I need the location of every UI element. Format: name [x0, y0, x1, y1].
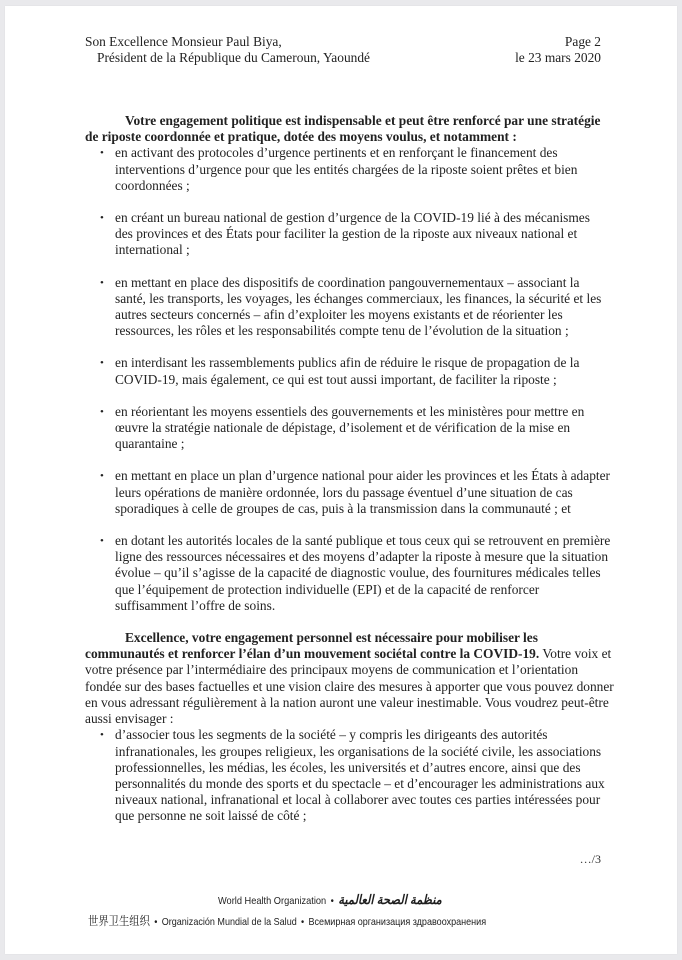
- list-item-text: en activant des protocoles d’urgence pertinents et en renforçant le financement des interventions d’urgence pour que les entités chargées de la riposte soient prêtes et bien coordonnées ;: [115, 145, 578, 193]
- footer-row-2: [88, 912, 486, 929]
- recipient-name: Son Excellence Monsieur Paul Biya,: [85, 34, 282, 49]
- footer-row-1: [218, 892, 442, 908]
- engagement-paragraph: [85, 630, 615, 727]
- separator-dot-icon: •: [154, 916, 158, 928]
- footer-name-en: World Health Organization: [218, 895, 327, 907]
- considerations-list: [85, 727, 615, 824]
- bullet-icon: •: [100, 357, 104, 370]
- recipient-block: [85, 34, 370, 66]
- list-item-text: en dotant les autorités locales de la santé publique et tous ceux qui se retrouvent en première ligne des ressources nécessaires et des moyens d’adapter la riposte à mesure que la situation évolue – qu’il s’agisse de la capacité de diagnostic voulue, des fournitures médicales telles que l’équipement de protection individuelle (EPI) et de la capacité de renforcer suffisamment l’offre de soins.: [115, 533, 611, 613]
- list-item: [85, 404, 615, 453]
- list-item-text: en interdisant les rassemblements publics afin de réduire le risque de propagation de la COVID-19, mais également, ce qui est tout aussi important, de faciliter la riposte ;: [115, 355, 580, 387]
- list-item: [85, 727, 615, 824]
- list-item: [85, 210, 615, 259]
- list-item: [85, 533, 615, 614]
- footer-name-es: Organización Mundial de la Salud: [161, 916, 297, 928]
- separator-dot-icon: •: [301, 916, 305, 928]
- page-info-block: [515, 34, 601, 66]
- document-page: [5, 6, 677, 954]
- bullet-icon: •: [100, 535, 104, 548]
- list-item: [85, 468, 615, 517]
- list-item-text: en mettant en place un plan d’urgence national pour aider les provinces et les États à adapter leurs opérations de manière ordonnée, lors du passage éventuel d’une situation de cas sporadiques à celle de groupes de cas, puis à la transmission dans la communauté ; et: [115, 468, 611, 516]
- bullet-icon: •: [100, 729, 104, 742]
- list-item: [85, 355, 615, 387]
- list-item: [85, 145, 615, 194]
- list-item: [85, 275, 615, 340]
- footer-name-ru: Всемирная организация здравоохранения: [308, 916, 487, 928]
- recipient-title: Président de la République du Cameroun, Yaoundé: [97, 50, 370, 65]
- bullet-icon: •: [100, 405, 104, 418]
- engagement-regular-text: Votre voix et votre présence par l’intermédiaire des principaux moyens de communication et l’orientation fondée sur des bases factuelles et une vision claire des mesures à apporter que vous pouvez donner en vous adressant régulièrement à la nation auront une valeur inestimable. Vous voudrez peut-être aussi envisager :: [85, 646, 614, 727]
- intro-paragraph: Votre engagement politique est indispensable et peut être renforcé par une stratégie de riposte coordonnée et pratique, dotée des moyens voulus, et notamment :: [85, 113, 601, 145]
- footer-name-ar: منظمة الصحة العالمية: [338, 892, 442, 907]
- list-item-text: d’associer tous les segments de la société – y compris les dirigeants des autorités infranationales, les groupes religieux, les organisations de la société civile, les associations professionnelles, les médias, les écoles, les universités et d’autres encore, ainsi que des personnalités du monde des sports et du spectacle – et d’encourager les administrations aux niveaux national, infranational et local à collaborer avec toutes ces parties intéressées pour que personne ne soit laissé de côté ;: [115, 727, 605, 824]
- bullet-icon: •: [100, 470, 104, 483]
- bullet-icon: •: [100, 212, 104, 225]
- footer-name-zh: 世界卫生组织: [88, 914, 150, 928]
- letter-body: [85, 113, 615, 825]
- letter-date: le 23 mars 2020: [515, 50, 601, 65]
- measures-list: [85, 145, 615, 614]
- separator-dot-icon: •: [330, 895, 334, 907]
- bullet-icon: •: [100, 276, 104, 289]
- bullet-icon: •: [100, 147, 104, 160]
- list-item-text: en réorientant les moyens essentiels des gouvernements et les ministères pour mettre en œuvre la stratégie nationale de dépistage, d’isolement et de vérification de la mise en quarantaine ;: [115, 403, 585, 452]
- engagement-bold-text: Excellence, votre engagement personnel est nécessaire pour mobiliser les communautés et renforcer l’élan d’un mouvement sociétal contre la COVID-19.: [85, 630, 540, 662]
- list-item-text: en mettant en place des dispositifs de coordination pangouvernementaux – associant la santé, les transports, les voyages, les échanges commerciaux, les finances, la sécurité et les autres secteurs concernés – afin d’exploiter les moyens existants et de réorienter les ressources, les rôles et les responsabilités compte tenu de l’évolution de la situation ;: [115, 274, 602, 339]
- continued-marker: …/3: [579, 852, 601, 866]
- page-number: Page 2: [564, 34, 601, 49]
- list-item-text: en créant un bureau national de gestion d’urgence de la COVID-19 lié à des mécanismes des provinces et des États pour faciliter la gestion de la riposte aux niveaux national et international ;: [115, 210, 590, 258]
